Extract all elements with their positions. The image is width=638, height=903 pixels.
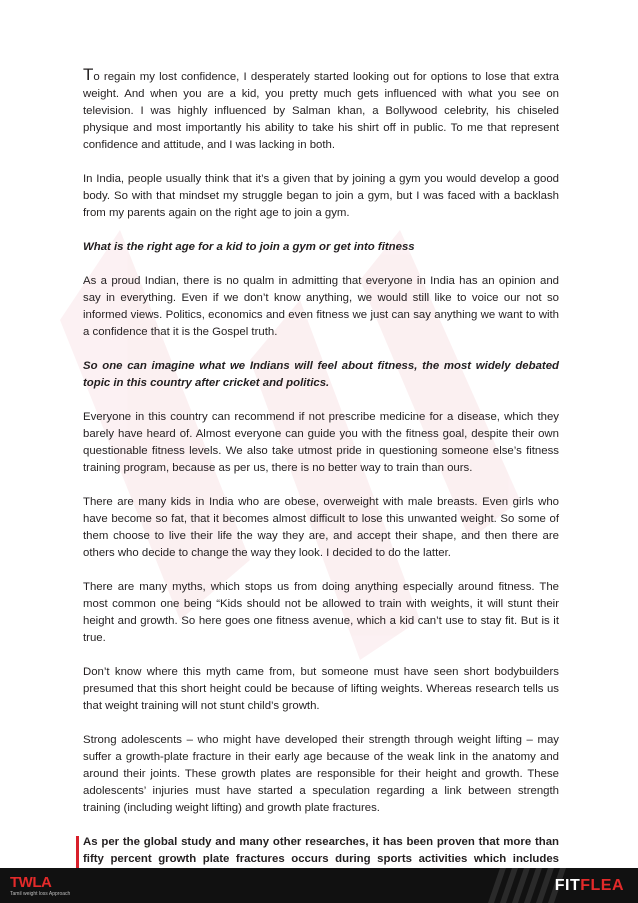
paragraph-intro-text: o regain my lost confidence, I desperately started looking out for options to lose that extra weight. And when you are a kid, you pretty much gets influenced with what you see on television. I was highly influenced by Salman khan, a Bollywood celebrity, his chiseled physique and most importantly his ability to take his shirt off in public. To me that represent confidence and attitude, and I was lacking in both. [83, 71, 559, 151]
paragraph-gym: In India, people usually think that it’s a given that by joining a gym you would develop a good body. So with that mindset my struggle began to join a gym, but I was faced with a backlash from my parents again on the right age to join a gym. [83, 173, 559, 219]
subheading-right-age: What is the right age for a kid to join a gym or get into fitness [83, 241, 415, 253]
fitflea-logo [555, 877, 624, 895]
paragraph-adolescents: Strong adolescents – who might have developed their strength through weight lifting – may suffer a growth-plate fracture in their early age because of the weak link in the anatomy and around their joints. These growth plates are responsible for their height and growth. These adolescents’ injuries must have started a speculation regarding a link between strength training (including weight lifting) and growth plate fractures. [83, 734, 559, 814]
drop-cap: T [83, 65, 94, 84]
paragraph-myth-origin: Don’t know where this myth came from, but someone must have seen short bodybuilders presumed that this short height could be because of lifting weights. Whereas research tells us that weight training will not stunt child’s growth. [83, 666, 559, 712]
paragraph-intro [83, 66, 559, 154]
callout-text: As per the global study and many other researches, it has been proven that more than fifty percent growth plate fractures occurs during sports activities which includes [83, 836, 559, 865]
paragraph-opinion: As a proud Indian, there is no qualm in admitting that everyone in India has an opinion and say in everything. Even if we don’t know anything, we would still like to voice our not so informed views. Politics, economics and even fitness we just can say anything we want to with a confidence that it is the Gospel truth. [83, 275, 559, 338]
paragraph-myths: There are many myths, which stops us from doing anything especially around fitness. The most common one being “Kids should not be allowed to train with weights, it will stunt their height and growth. So here goes one fitness avenue, which a kid can’t use to stay fit. But is it true. [83, 581, 559, 644]
page-footer [0, 868, 638, 903]
article-body [83, 66, 559, 902]
fitflea-logo-fit: FIT [554, 877, 581, 894]
twla-tagline: Tamil weight loss Approach [10, 891, 71, 897]
subheading-fitness-debate: So one can imagine what we Indians will feel about fitness, the most widely debated topic in this country after cricket and politics. [83, 360, 559, 389]
twla-logo: TWLA [10, 874, 52, 891]
paragraph-obese-kids: There are many kids in India who are obese, overweight with male breasts. Even girls who have become so fat, that it becomes almost difficult to lose this unwanted weight. So some of them choose to live their life the way they are, and accept their shape, and then there are others who decide to change the way they look. I decided to do the latter. [83, 496, 559, 559]
paragraph-recommend: Everyone in this country can recommend if not prescribe medicine for a disease, which they barely have heard of. Almost everyone can guide you with the fitness goal, despite their own questionable fitness levels. We also take utmost pride in questioning someone else’s fitness training program, because as per us, there is no better way to train than ours. [83, 411, 559, 474]
fitflea-logo-flea: FLEA [580, 877, 624, 894]
footer-stripes-decoration [0, 868, 638, 903]
